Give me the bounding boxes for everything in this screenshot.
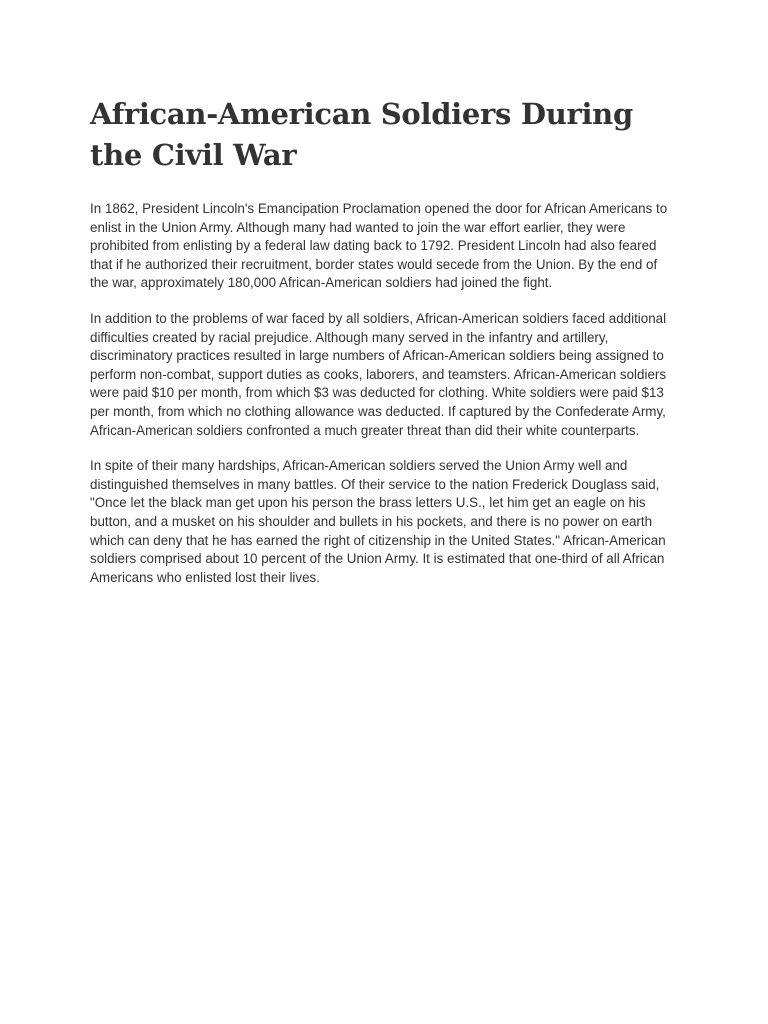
- page-title: African-American Soldiers During the Civil War: [90, 97, 633, 172]
- paragraph-3: In spite of their many hardships, African-American soldiers served the Union Army well and distinguished themselves in many battles. Of their service to the nation Frederick Douglass said, "Once let the black man get upon his person the brass letters U.S., let him get an eagle on his button, and a musket on his shoulder and bullets in his pockets, and there is no power on earth which can deny that he has earned the right of citizenship in the United States." African-American soldiers comprised about 10 percent of the Union Army. It is estimated that one-third of all African Americans who enlisted lost their lives.: [90, 458, 666, 585]
- paragraph-2: In addition to the problems of war faced by all soldiers, African-American soldiers faced additional difficulties created by racial prejudice. Although many served in the infantry and artillery, discriminatory practices resulted in large numbers of African-American soldiers being assigned to perform non-combat, support duties as cooks, laborers, and teamsters. African-American soldiers were paid $10 per month, from which $3 was deducted for clothing. White soldiers were paid $13 per month, from which no clothing allowance was deducted. If captured by the Confederate Army, African-American soldiers confronted a much greater threat than did their white counterparts.: [90, 310, 667, 438]
- article-body: [90, 200, 678, 587]
- paragraph-1: In 1862, President Lincoln's Emancipation Proclamation opened the door for African Americans to enlist in the Union Army. Although many had wanted to join the war effort earlier, they were prohibited from enlisting by a federal law dating back to 1792. President Lincoln had also feared that if he authorized their recruitment, border states would secede from the Union. By the end of the war, approximately 180,000 African-American soldiers had joined the fight.: [90, 201, 668, 291]
